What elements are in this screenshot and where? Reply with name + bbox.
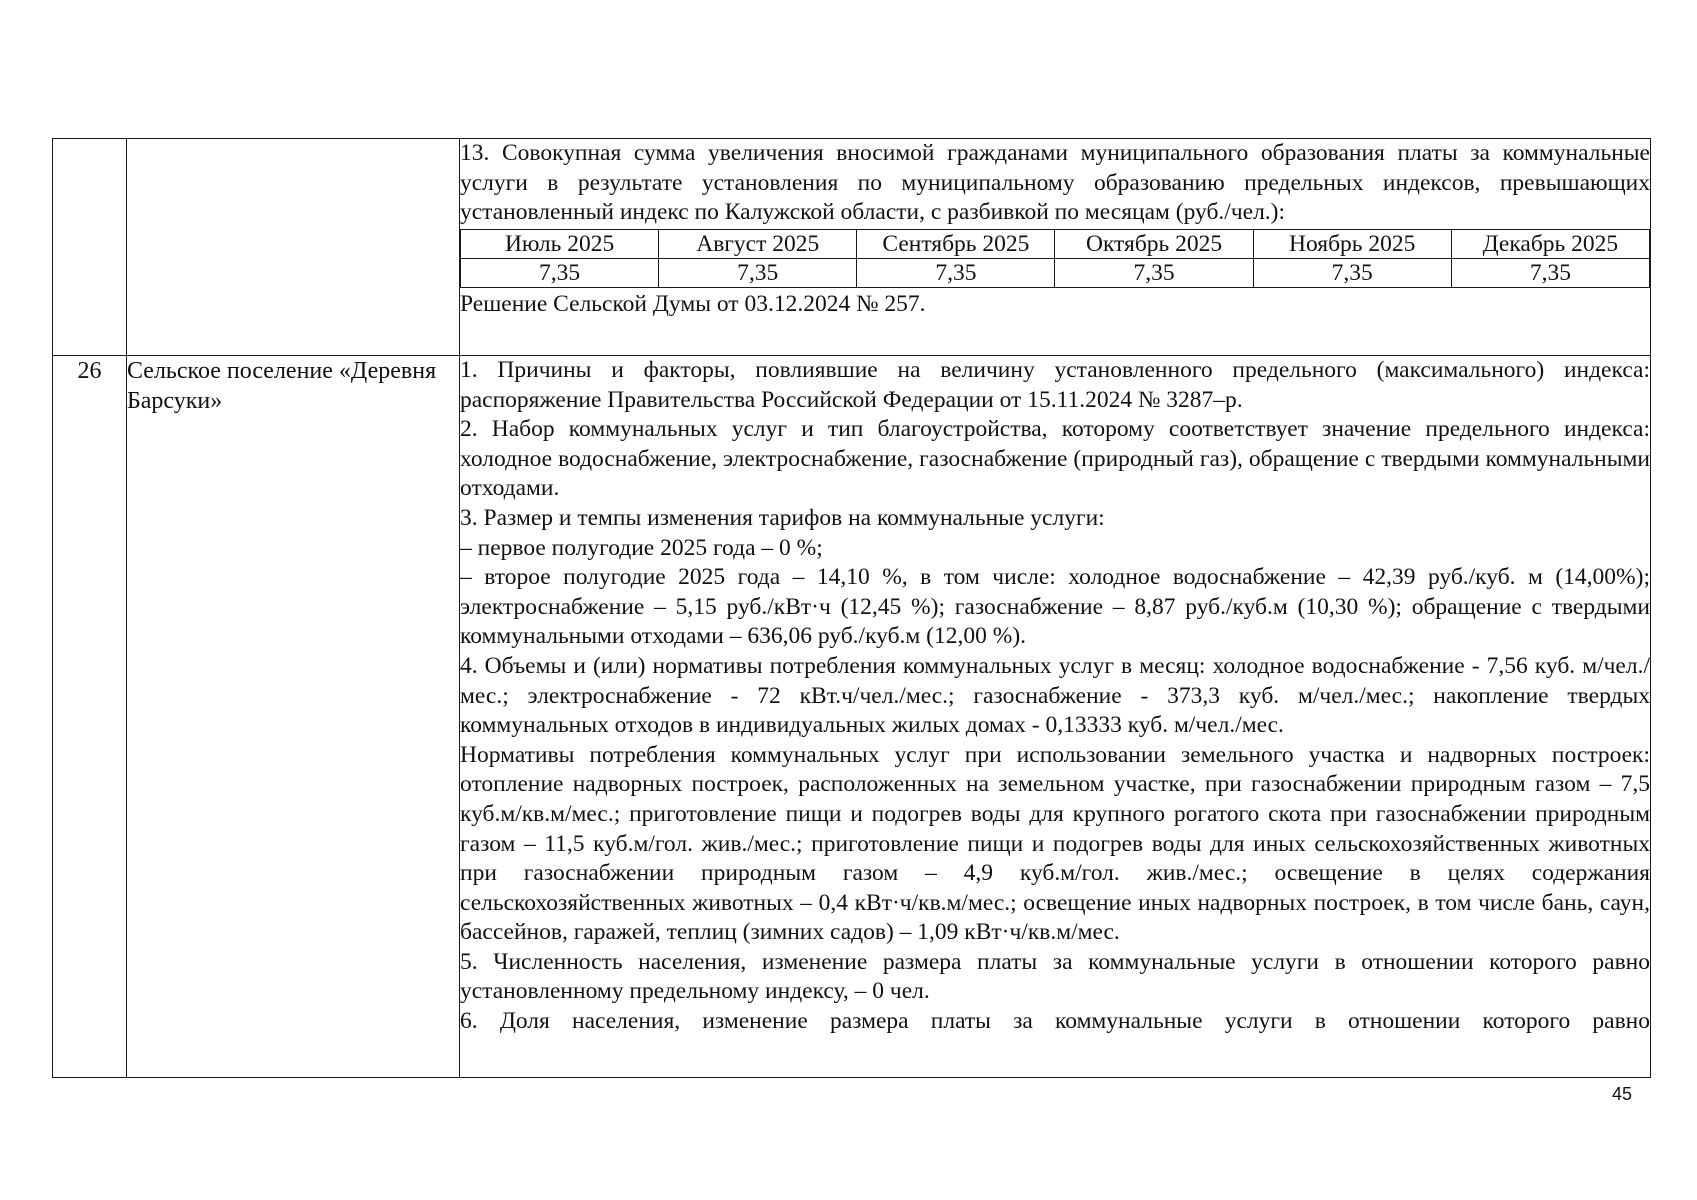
item-3-paragraph: 3. Размер и темпы изменения тарифов на коммунальные услуги: xyxy=(460,504,1105,531)
month-value: 7,35 xyxy=(1451,258,1649,287)
month-header: Декабрь 2025 xyxy=(1451,229,1649,258)
table-row xyxy=(53,356,1651,1078)
first-half-paragraph: – первое полугодие 2025 года – 0 %; xyxy=(460,534,823,561)
month-value-row xyxy=(461,258,1650,287)
month-value: 7,35 xyxy=(1253,258,1451,287)
municipality-name-cell: Сельское поселение «Деревня Барсуки» xyxy=(127,356,460,1078)
month-header: Сентябрь 2025 xyxy=(857,229,1055,258)
month-header: Август 2025 xyxy=(659,229,857,258)
description-cell xyxy=(460,356,1651,1078)
municipality-name-cell xyxy=(127,139,460,356)
description-cell xyxy=(460,139,1651,356)
row-number-cell: 26 xyxy=(53,356,127,1078)
month-value: 7,35 xyxy=(461,258,659,287)
month-value: 7,35 xyxy=(857,258,1055,287)
month-value: 7,35 xyxy=(659,258,857,287)
month-value: 7,35 xyxy=(1055,258,1253,287)
item-2-paragraph: 2. Набор коммунальных услуг и тип благоустройства, которому соответствует значение предельного индекса: холодное водоснабжение, электроснабжение, газоснабжение (природный газ), обращение с твердыми коммунальными отходами. xyxy=(460,416,1650,502)
month-header: Ноябрь 2025 xyxy=(1253,229,1451,258)
page-number: 45 xyxy=(1612,1084,1633,1104)
decision-reference: Решение Сельской Думы от 03.12.2024 № 257. xyxy=(460,290,926,317)
item-6-paragraph: 6. Доля населения, изменение размера платы за коммунальные услуги в отношении которого равно xyxy=(460,1008,1650,1035)
item-1-paragraph: 1. Причины и факторы, повлиявшие на величину установленного предельного (максимального) индекса: распоряжение Правительства Российской Федерации от 15.11.2024 № 3287–р. xyxy=(460,357,1650,413)
month-header: Июль 2025 xyxy=(461,229,659,258)
item-5-paragraph: 5. Численность населения, изменение размера платы за коммунальные услуги в отношении которого равно установленному предельному индексу, – 0 чел. xyxy=(460,948,1650,1005)
norms-paragraph: Нормативы потребления коммунальных услуг при использовании земельного участка и надворных построек: отопление надворных построек, расположенных на земельном участке, при газоснабжении природным газом – 7,5 куб.м/кв.м/мес.; приготовление пищи и подогрев воды для крупного рогатого скота при газоснабжении природным газом – 11,5 куб.м/гол. жив./мес.; приготовление пищи и подогрев воды для иных сельскохозяйственных животных при газоснабжении природным газом – 4,9 куб.м/гол. жив./мес.; освещение в целях содержания сельскохозяйственных животных – 0,4 кВт·ч/кв.м/мес.; освещение иных надворных построек, в том числе бань, саун, бассейнов, гаражей, теплиц (зимних садов) – 1,09 кВт·ч/кв.м/мес. xyxy=(460,741,1650,946)
table-row xyxy=(53,139,1651,356)
item-13-paragraph: 13. Совокупная сумма увеличения вносимой гражданами муниципального образования платы за коммунальные услуги в результате установления по муниципальному образованию предельных индексов, превышающих установленный индекс по Калужской области, с разбивкой по месяцам (руб./чел.): xyxy=(460,140,1650,226)
month-header: Октябрь 2025 xyxy=(1055,229,1253,258)
second-half-paragraph: – второе полугодие 2025 года – 14,10 %, в том числе: холодное водоснабжение – 42,39 руб./куб. м (14,00%); электроснабжение – 5,15 руб./кВт·ч (12,45 %); газоснабжение – 8,87 руб./куб.м (10,30 %); обращение с твердыми коммунальными отходами – 636,06 руб./куб.м (12,00 %). xyxy=(460,564,1650,650)
monthly-increase-table xyxy=(460,229,1650,288)
indices-table xyxy=(52,138,1651,1078)
item-4-paragraph: 4. Объемы и (или) нормативы потребления коммунальных услуг в месяц: холодное водоснабжение - 7,56 куб. м/чел./мес.; электроснабжение - 72 кВт.ч/чел./мес.; газоснабжение - 373,3 куб. м/чел./мес.; накопление твердых коммунальных отходов в индивидуальных жилых домах - 0,13333 куб. м/чел./мес. xyxy=(460,652,1650,739)
month-header-row xyxy=(461,229,1650,258)
row-number-cell xyxy=(53,139,127,356)
